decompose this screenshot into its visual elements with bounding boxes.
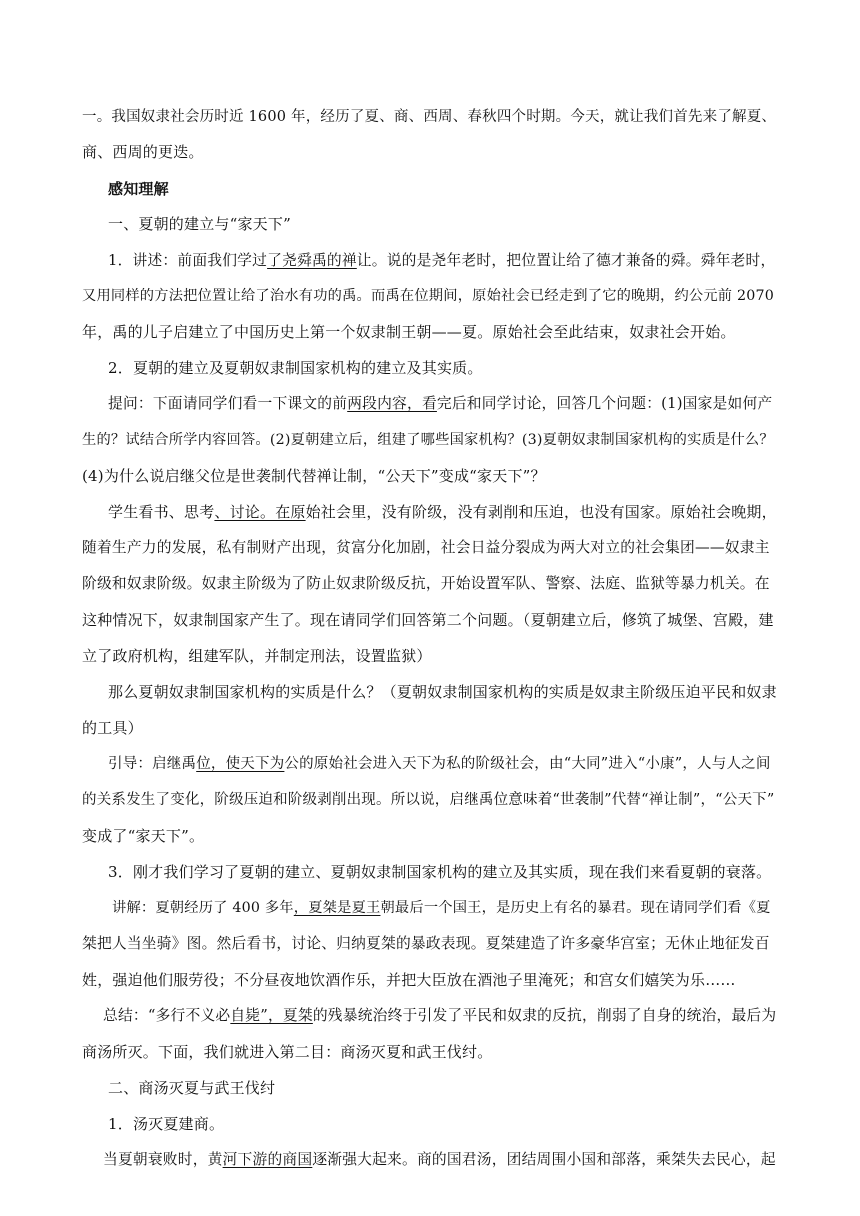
paragraph-7: 3．刚才我们学习了夏朝的建立、夏朝奴隶制国家机构的建立及其实质，现在我们来看夏朝的衰落。: [108, 863, 772, 881]
text-run: 黄: [207, 1151, 223, 1168]
paragraph-4-line-3: 阶级和奴隶阶级。奴隶主阶级为了防止奴隶阶级反抗，开始设置军队、警察、法庭、监狱等暴力机关。在: [82, 575, 770, 592]
paragraph-6-line-3: 变成了“家天下”。: [82, 827, 205, 845]
text-run: 完后和同学讨论，回答几个问题：(1)国家是如何产: [436, 395, 773, 412]
text-run: 朝最后一个国王，是历史上有名的暴君。现在请同学们看《夏: [380, 900, 771, 916]
paragraph-1-line-1: [108, 251, 775, 271]
underlined-text: 了尧舜禹的禅: [267, 252, 357, 269]
underlined-text: 自毙”，夏桀: [230, 1007, 313, 1024]
underlined-text: ，夏桀是夏王: [293, 900, 381, 916]
text-run: 逐渐强大起来。商的国君汤，团结周围小国和部落，乘桀失去民心，起: [312, 1151, 776, 1168]
text-run: 讲解：夏朝经历了 400 多年: [112, 900, 294, 916]
paragraph-5-line-2: 的工具）: [82, 719, 143, 737]
underlined-text: 位，使天下为: [196, 756, 285, 772]
paragraph-5-line-1: 那么夏朝奴隶制国家机构的实质是什么？（夏朝奴隶制国家机构的实质是奴隶主阶级压迫平民和奴隶: [108, 683, 777, 701]
section-title: 感知理解: [108, 180, 169, 198]
text-run: 当夏朝衰败时，: [103, 1151, 208, 1168]
paragraph-9-line-2: 商汤所灭。下面，我们就进入第二目：商汤灭夏和武王伐纣。: [82, 1043, 493, 1061]
underlined-text: 、讨论。在原: [214, 503, 306, 521]
text-run: 公的原始社会进入天下为私的阶级社会，由“大同”进入“小康”，人与人之间: [284, 756, 771, 772]
text-run: 的残暴统治终于引发了平民和奴隶的反抗，削弱了自身的统治，最后为: [312, 1007, 777, 1024]
paragraph-8-line-3: 姓，强迫他们服劳役；不分昼夜地饮酒作乐，并把大臣放在酒池子里淹死；和宫女们嬉笑为乐……: [82, 971, 736, 989]
text-run: 让。说的是尧年老时，把位置让给了德才兼备的舜。舜年老时，: [356, 252, 776, 269]
paragraph-1-line-2: 又用同样的方法把位置让给了治水有功的禹。而禹在位期间，原始社会已经走到了它的晚期，约公元前 2070: [82, 288, 775, 304]
paragraph-3-line-2: 生的？试结合所学内容回答。(2)夏朝建立后，组建了哪些国家机构？(3)夏朝奴隶制国家机构的实质是什么？: [82, 432, 774, 448]
text-run: 1．讲述：前面我们学过: [108, 252, 268, 269]
paragraph-9-line-1: [103, 1006, 776, 1026]
heading-shang-zhou: 二、商汤灭夏与武王伐纣: [108, 1079, 276, 1097]
text-run: 始社会里，没有阶级，没有剥削和压迫，也没有国家。原始社会晚期，: [305, 503, 777, 521]
paragraph-3-line-3: (4)为什么说启继父位是世袭制代替禅让制，“公天下”变成“家天下”？: [82, 467, 546, 485]
paragraph-4-line-1: [108, 502, 777, 522]
paragraph-6-line-1: [108, 754, 771, 774]
intro-line-2: 商、西周的更迭。: [82, 143, 204, 161]
underlined-text: 两段内容，看: [347, 395, 437, 412]
paragraph-1-line-3: 年，禹的儿子启建立了中国历史上第一个奴隶制王朝——夏。原始社会至此结束，奴隶社会开始。: [82, 323, 736, 341]
intro-line-1: 一。我国奴隶社会历时近 1600 年，经历了夏、商、西周、春秋四个时期。今天，就让我们首先来了解夏、: [82, 109, 777, 125]
underlined-text: 河下游的商国: [222, 1151, 313, 1168]
text-run: 引导：启继禹: [108, 756, 197, 772]
paragraph-4-line-4: 这种情况下，奴隶制国家产生了。现在请同学们回答第二个问题。（夏朝建立后，修筑了城堡、宫殿，建: [82, 611, 774, 629]
text-run: 学生看书、思考: [108, 503, 215, 521]
paragraph-8-line-1: [112, 898, 771, 918]
paragraph-3-line-1: [108, 394, 772, 414]
paragraph-6-line-2: 的关系发生了变化，阶级压迫和阶级剥削出现。所以说，启继禹位意味着“世袭制”代替“禅让制”，“公天下”: [82, 792, 775, 808]
paragraph-2: 2．夏朝的建立及夏朝奴隶制国家机构的建立及其实质。: [108, 359, 483, 377]
paragraph-4-line-5: 立了政府机构，组建军队，并制定刑法，设置监狱）: [82, 647, 432, 665]
heading-xia-dynasty: 一、夏朝的建立与“家天下”: [108, 215, 291, 233]
text-run: 总结：“多行不义必: [103, 1007, 231, 1024]
paragraph-10: 1．汤灭夏建商。: [108, 1115, 225, 1133]
text-run: 提问：下面请同学们看一下课文的前: [108, 395, 348, 412]
paragraph-4-line-2: 随着生产力的发展，私有制财产出现，贫富分化加剧，社会日益分裂成为两大对立的社会集团——奴隶主: [82, 539, 770, 556]
paragraph-8-line-2: 桀把人当坐骑》图。然后看书，讨论、归纳夏桀的暴政表现。夏桀建造了许多豪华宫室；无休止地征发百: [82, 935, 770, 952]
paragraph-11-line-1: [103, 1150, 776, 1170]
